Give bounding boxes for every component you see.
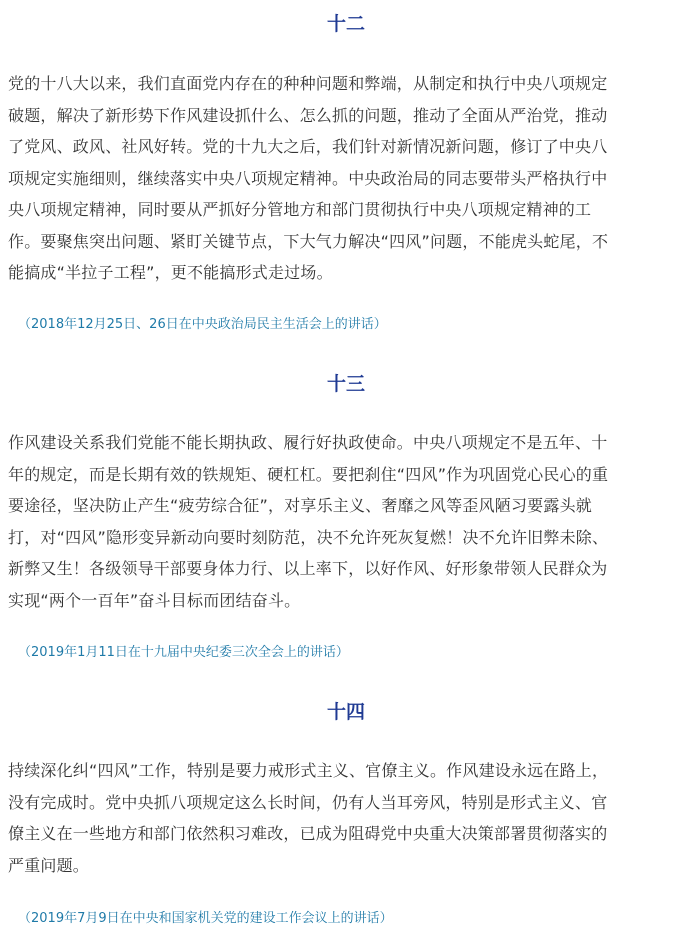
section-paragraph — [0, 68, 692, 289]
source-citation: （2019年7月9日在中央和国家机关党的建设工作会议上的讲话） — [18, 911, 393, 926]
paragraph-line: 破题，解决了新形势下作风建设抓什么、怎么抓的问题，推动了全面从严治党，推动 — [8, 105, 608, 125]
section-title: 十三 — [326, 373, 365, 395]
section-title: 十四 — [326, 701, 365, 723]
source-citation: （2018年12月25日、26日在中央政治局民主生活会上的讲话） — [18, 317, 387, 332]
paragraph-line: 了党风、政风、社风好转。党的十九大之后，我们针对新情况新问题，修订了中央八 — [8, 137, 608, 156]
section-paragraph — [0, 427, 692, 616]
paragraph-line: 没有完成时。党中央抓八项规定这么长时间，仍有人当耳旁风，特别是形式主义、官 — [8, 792, 608, 812]
paragraph-line: 严重问题。 — [8, 855, 90, 875]
paragraph-line: 央八项规定精神，同时要从严抓好分管地方和部门贯彻执行中央八项规定精神的工 — [8, 200, 592, 219]
paragraph-line: 项规定实施细则，继续落实中央八项规定精神。中央政治局的同志要带头严格执行中 — [8, 168, 608, 188]
paragraph-line: 作。要聚焦突出问题、紧盯关键节点，下大气力解决“四风”问题，不能虎头蛇尾，不 — [8, 231, 609, 251]
section-title: 十二 — [326, 13, 365, 35]
paragraph-line: 党的十八大以来，我们直面党内存在的种种问题和弊端，从制定和执行中央八项规定 — [8, 74, 608, 93]
paragraph-line: 年的规定，而是长期有效的铁规矩、硬杠杠。要把刹住“四风”作为巩固党心民心的重 — [8, 464, 609, 484]
paragraph-line: 作风建设关系我们党能不能长期执政、履行好执政使命。中央八项规定不是五年、十 — [8, 433, 608, 452]
paragraph-line: 僚主义在一些地方和部门依然积习难改，已成为阻碍党中央重大决策部署贯彻落实的 — [8, 824, 608, 843]
paragraph-line: 能搞成“半拉子工程”，更不能搞形式走过场。 — [8, 263, 333, 282]
paragraph-line: 持续深化纠“四风”工作，特别是要力戒形式主义、官僚主义。作风建设永远在路上， — [8, 761, 609, 780]
paragraph-line: 实现“两个一百年”奋斗目标而团结奋斗。 — [8, 590, 301, 610]
paragraph-line: 要途径，坚决防止产生“疲劳综合征”，对享乐主义、奢靡之风等歪风陋习要露头就 — [8, 496, 592, 515]
paragraph-line: 打，对“四风”隐形变异新动向要时刻防范，决不允许死灰复燃！决不允许旧弊未除、 — [8, 527, 609, 547]
source-citation: （2019年1月11日在十九届中央纪委三次全会上的讲话） — [18, 645, 349, 660]
paragraph-line: 新弊又生！各级领导干部要身体力行、以上率下，以好作风、好形象带领人民群众为 — [8, 559, 608, 578]
section-paragraph — [0, 755, 692, 881]
